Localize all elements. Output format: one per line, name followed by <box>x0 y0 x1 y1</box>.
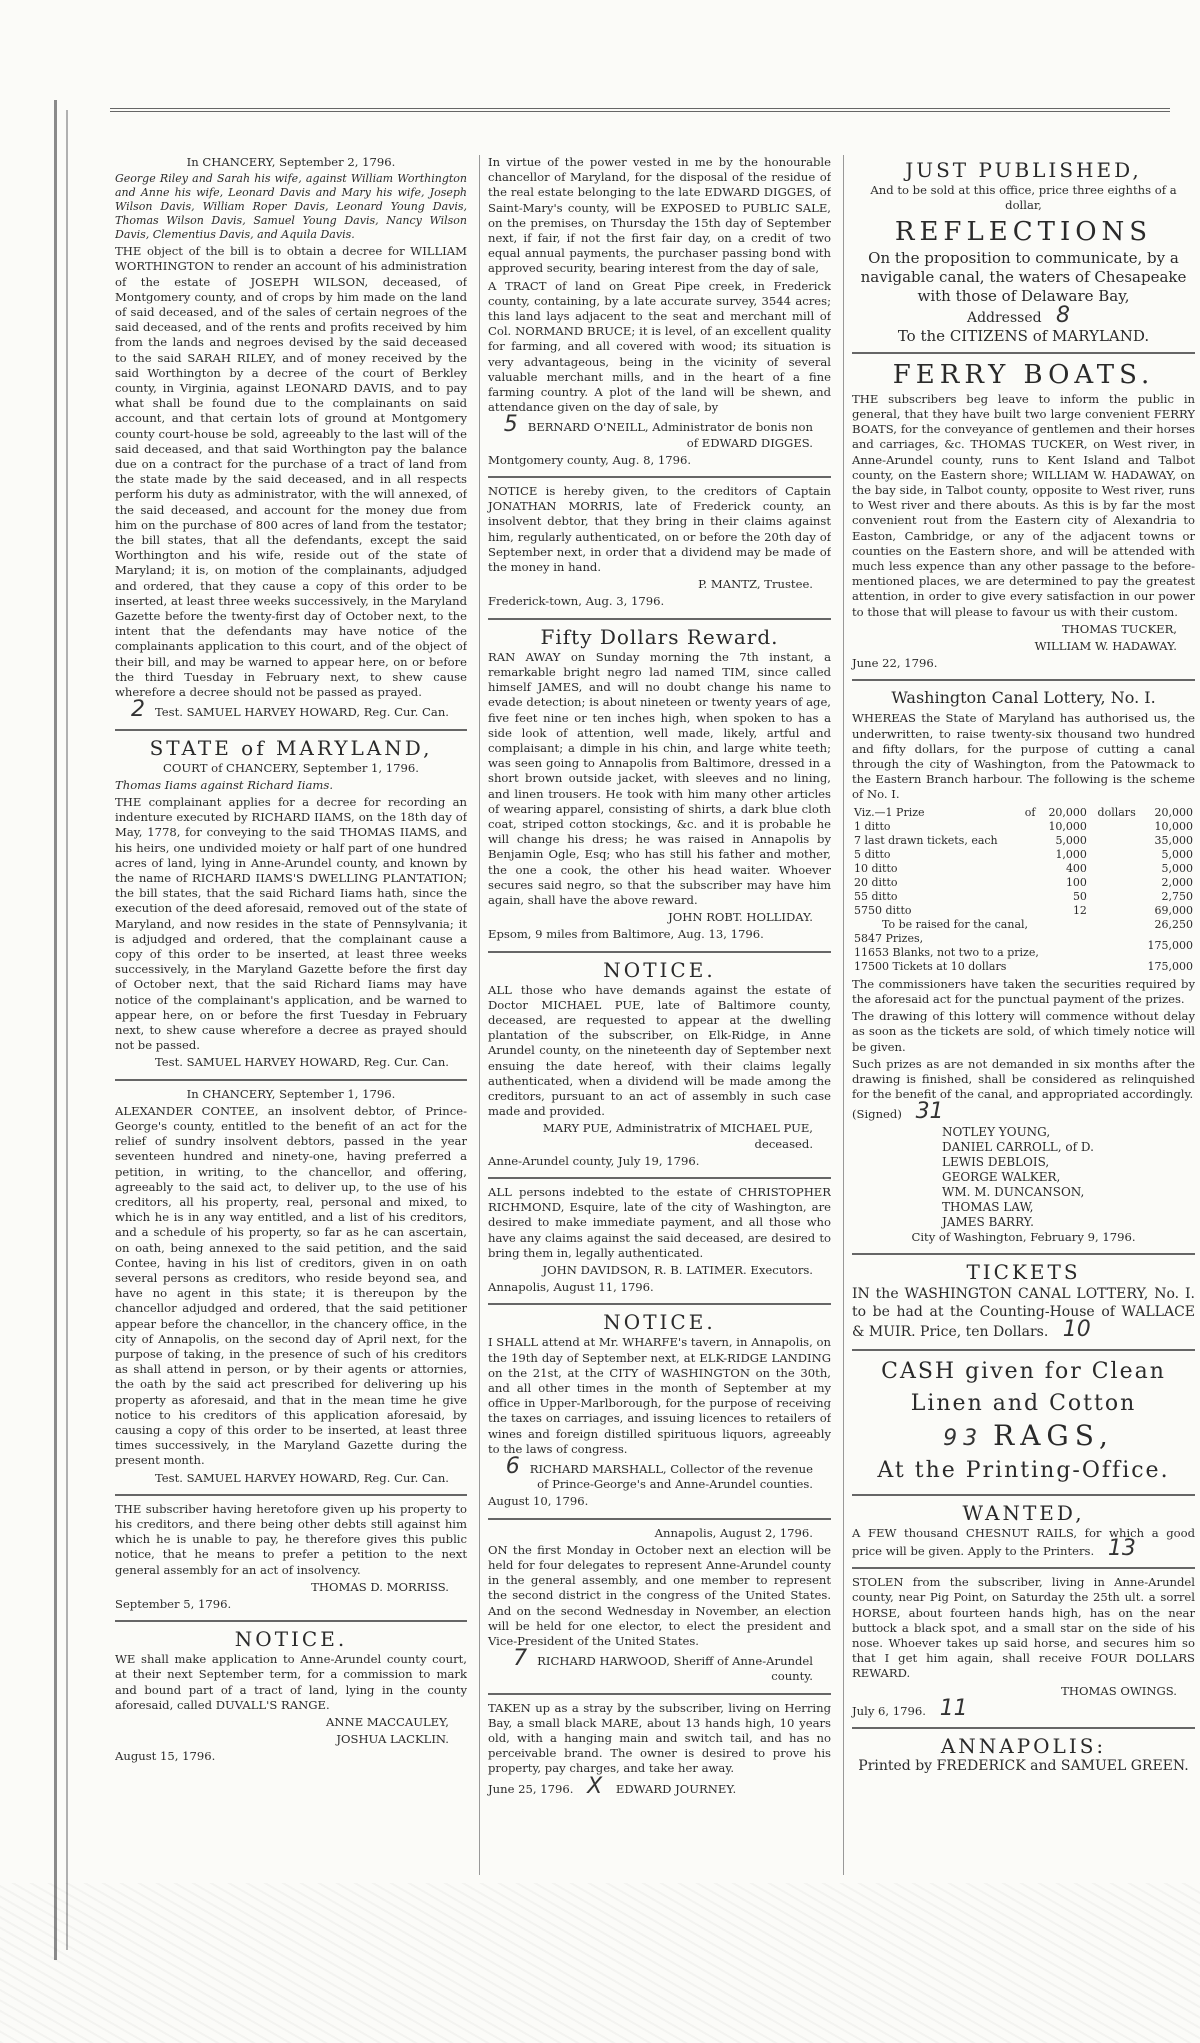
ad-title: FERRY BOATS. <box>892 359 1155 390</box>
ad-body: ALL those who have demands against the estate of Doctor MICHAEL PUE, late of Baltimore county, deceased, are requested to appear at the dwelling plantation of the subscriber, on Elk-Ridge, in Anne Arundel county, on the nineteenth day of September next ensuing the date hereof, with their claims legally authenticated, when a dividend will be made among the creditors, pursuant to an act of assembly in such case made and provided. <box>488 982 831 1119</box>
ad-body: STOLEN from the subscriber, living in Anne-Arundel county, near Pig Point, on Saturday the 25th ult. a sorrel HORSE, about fourteen hands high, has on the near buttock a black spot, and a small star on the side of his nose. Whoever takes up said horse, and secures him so that I get him again, shall receive FOUR DOLLARS REWARD. <box>852 1575 1195 1681</box>
ad-date: Epsom, 9 miles from Baltimore, Aug. 13, 1796. <box>488 927 764 942</box>
ad-body: IN the WASHINGTON CANAL LOTTERY, No. I. to be had at the Counting-House of WALLACE & MUIR. Price, ten Dollars. 10 <box>852 1285 1195 1342</box>
imprint <box>852 1735 1195 1782</box>
ad-signature: THOMAS D. MORRISS. <box>311 1579 449 1594</box>
ad-line: 93 RAGS, <box>852 1421 1195 1454</box>
ad-title: STATE of MARYLAND, <box>149 735 433 760</box>
ad-body: THE complainant applies for a decree for recording an indenture executed by RICHARD IIAMS, on the 18th day of May, 1778, for conveying to the said THOMAS IIAMS, and his heirs, one undivided moiety or half part of one hundred acres of land, lying in Anne-Arundel county, and known by the name of RICHARD IIAMS'S DWELLING PLANTATION; the bill states, that the said Richard Iiams hath, since the execution of the deed aforesaid, removed out of the state of Maryland, and now resides in the state of Pennsylvania; it is adjudged and ordered, that the complainant cause a copy of this order to be inserted, at least three weeks successively, in the Maryland Gazette before the first day of October next, that the said Richard Iiams may have notice of the complainant's application, and be warned to appear here, on or before the first Tuesday in February next, to shew cause wherefore a decree as prayed should not be passed. <box>115 794 467 1053</box>
ad-body: A FEW thousand CHESNUT RAILS, for which a good price will be given. Apply to the Printers. 13 <box>852 1525 1195 1561</box>
ad-date: Annapolis, August 11, 1796. <box>488 1280 654 1295</box>
ad-title: NOTICE. <box>603 957 716 982</box>
ad-body: Such prizes as are not demanded in six months after the drawing is finished, shall be considered as relinquished for the benefit of the canal, and appropriated accordingly. <box>852 1056 1195 1102</box>
lottery-row: 5 ditto 1,000 5,000 <box>854 847 1193 861</box>
commissioner-names <box>852 1125 1195 1230</box>
ad-body: In virtue of the power vested in me by the honourable chancellor of Maryland, for the disposal of the residue of the real estate belonging to the late EDWARD DIGGES, of Saint-Mary's county, will be EXPOSED to PUBLIC SALE, on the premises, on Thursday the 15th day of September next, if fair, if not the first fair day, on a credit of two equal annual payments, the purchaser passing bond with approved security, bearing interest from the day of sale, <box>488 155 831 276</box>
handwritten-mark: 10 <box>1062 1316 1091 1342</box>
morris-creditors-notice <box>488 484 831 620</box>
ad-date: June 25, 1796. X EDWARD JOURNEY. <box>488 1773 737 1799</box>
ad-signature: 5 BERNARD O'NEILL, Administrator de bonis non of EDWARD DIGGES. <box>488 417 831 450</box>
ad-title: WANTED, <box>962 1500 1085 1525</box>
lottery-prizes-row: 5847 Prizes, 175,000 <box>854 931 1193 952</box>
ad-date: July 6, 1796. 11 <box>852 1701 1195 1719</box>
ad-signature: JOHN DAVIDSON, R. B. LATIMER. Executors. <box>542 1263 813 1277</box>
ad-body: NOTICE is hereby given, to the creditors of Captain JONATHAN MORRIS, late of Frederick county, an insolvent debtor, that they bring in their claims against him, regularly authenticated, on or before the 20th day of September next, in order that a dividend may be made of the money in hand. <box>488 484 831 575</box>
chancery-riley-notice <box>115 155 467 731</box>
chancery-contee-notice <box>115 1087 467 1496</box>
ad-date: September 5, 1796. <box>115 1597 232 1612</box>
ad-title-large: REFLECTIONS <box>894 217 1153 248</box>
ad-signature: ANNE MACCAULEY, <box>326 1715 449 1730</box>
digges-land-sale <box>488 155 831 478</box>
ad-line: At the Printing-Office. <box>877 1457 1170 1483</box>
lottery-blanks-row: 11653 Blanks, not two to a prize, <box>854 945 1039 959</box>
page-binding-edge <box>54 100 57 1960</box>
ad-body: THE subscriber having heretofore given up his property to his creditors, and there being other debts still against him which he is unable to pay, he therefore gives this public notice, that he means to prefer a petition to the next general assembly for an act of insolvency. <box>115 1501 467 1577</box>
ad-body: ALL persons indebted to the estate of CHRISTOPHER RICHMOND, Esquire, late of the city of Washington, are desired to make immediate payment, and all those who have any claims against the said deceased, are desired to bring them in, legally authenticated. <box>488 1184 831 1260</box>
handwritten-mark: 6 <box>505 1454 520 1480</box>
commissioner-name: THOMAS LAW, <box>942 1199 1034 1214</box>
commissioner-name: LEWIS DEBLOIS, <box>942 1154 1050 1169</box>
imprint-line: Printed by FREDERICK and SAMUEL GREEN. <box>858 1757 1189 1774</box>
lottery-row: 5750 ditto 12 69,000 <box>854 903 1193 917</box>
lottery-row: 20 ditto 100 2,000 <box>854 875 1193 889</box>
lottery-raise-row: To be raised for the canal, 26,250 <box>882 917 1193 931</box>
ad-signature: 2 Test. SAMUEL HARVEY HOWARD, Reg. Cur. Can. <box>115 702 467 720</box>
ad-date: City of Washington, February 9, 1796. <box>911 1229 1136 1244</box>
ad-body: THE object of the bill is to obtain a decree for WILLIAM WORTHINGTON to render an account of his administration of the estate of JOSEPH WILSON, deceased, of Montgomery county, and of crops by him made on the land of said deceased, and of the sales of certain negroes of the said deceased, and of the rents and profits received by him from the lands and negroes devised by the said deceased to the said SARAH RILEY, and of money received by the said Worthington by a decree of the court of Berkley county, in Virginia, against LEONARD DAVIS, and to pay what shall be found due to the complainants on said account, and that certain lots of ground at Montgomery county court-house be sold, agreeably to the last will of the said deceased, and that said Worthington pay the balance due on a contract for the purchase of a tract of land from the state made by the said deceased, and in all respects perform his duty as administrator, with the will annexed, of the said deceased, and account for the money due from him on the purchase of 800 acres of land from the testator; the bill states, that all the defendants, except the said Worthington and his wife, reside out of the state of Maryland; it is, on motion of the complainants, adjudged and ordered, that they cause a copy of this order to be inserted, at least three weeks successively, in the Maryland Gazette before the twenty-first day of October next, to the intent that the defendants may have notice of the complainants application to this court, and of the object of their bill, and may be warned to appear here, on or before the third Tuesday in February next, to shew cause wherefore a decree should not be passed as prayed. <box>115 244 467 700</box>
handwritten-mark: 2 <box>130 697 145 723</box>
ad-parties: Thomas Iiams against Richard Iiams. <box>115 777 334 792</box>
ad-signature: WILLIAM W. HADAWAY. <box>1034 639 1177 654</box>
ad-line: On the proposition to communicate, by a navigable canal, the waters of Chesapeake with those of Delaware Bay, <box>860 249 1187 306</box>
ad-title: Washington Canal Lottery, No. I. <box>891 688 1156 708</box>
duvall-range-notice <box>115 1628 467 1772</box>
paper-texture <box>0 1883 1200 2043</box>
column-1 <box>115 155 467 1875</box>
canal-lottery-ad <box>852 687 1195 1254</box>
commissioner-name: JAMES BARRY. <box>942 1214 1034 1229</box>
ad-header: In CHANCERY, September 2, 1796. <box>186 155 396 169</box>
ad-line: And to be sold at this office, price three eighths of a dollar, <box>870 183 1177 213</box>
ad-date: June 22, 1796. <box>852 656 938 671</box>
morriss-insolvency-notice <box>115 1502 467 1622</box>
ad-signature: Test. SAMUEL HARVEY HOWARD, Reg. Cur. Can. <box>154 1470 449 1485</box>
newspaper-page <box>115 155 1195 1875</box>
handwritten-mark: 11 <box>939 1695 968 1721</box>
handwritten-mark: 13 <box>1107 1535 1136 1561</box>
ad-body: ON the first Monday in October next an election will be held for four delegates to represent Anne-Arundel county in the general assembly, and one member to represent the second district in the congress of the United States. And on the second Wednesday in November, an election will be held for one elector, to elect the president and Vice-President of the United States. <box>488 1542 831 1649</box>
ad-signed-label: (Signed) 31 <box>852 1104 1195 1122</box>
handwritten-mark: 8 <box>1056 303 1071 329</box>
ad-body: THE subscribers beg leave to inform the public in general, that they have built two large convenient FERRY BOATS, for the conveyance of gentlemen and their horses and carriages, &c. THOMAS TUCKER, on West river, in Anne-Arundel county, runs to Kent Island and Talbot county, on the Eastern shore; WILLIAM W. HADAWAY, on the bay side, in Talbot county, opposite to West river, runs to West river and there abouts. As this is by far the most convenient rout from the Eastern city of Alexandria to Easton, Cambridge, or any of the adjacent towns or counties on the Eastern shore, and will be attended with much less expence than any other passage to the before-mentioned places, we are determined to pay the greatest attention, in order to give every satisfaction in our power to those that will please to favour us with their custom. <box>852 391 1195 619</box>
ad-signature: MARY PUE, Administratrix of MICHAEL PUE, deceased. <box>542 1121 813 1151</box>
imprint-title: ANNAPOLIS: <box>940 1733 1107 1758</box>
commissioner-name: GEORGE WALKER, <box>942 1169 1061 1184</box>
stolen-horse-ad <box>852 1575 1195 1729</box>
ad-signature: THOMAS TUCKER, <box>1061 621 1177 636</box>
rags-ad <box>852 1357 1195 1496</box>
richmond-estate-notice <box>488 1185 831 1305</box>
top-rule <box>110 108 1170 112</box>
ad-parties: George Riley and Sarah his wife, against William Worthington and Anne his wife, Leonard Davis and Mary his wife, Joseph Wilson Davis, William Roper Davis, Leonard Young Davis, Thomas Wilson Davis, Samuel Young Davis, Nancy Wilson Davis, Clementius Davis, and Aquila Davis. <box>115 172 467 242</box>
ad-signature: 7 RICHARD HARWOOD, Sheriff of Anne-Arundel county. <box>488 1651 831 1684</box>
runaway-reward-ad <box>488 626 831 953</box>
ad-body: The drawing of this lottery will commence without delay as soon as the tickets are sold, of which timely notice will be given. <box>852 1009 1195 1054</box>
ad-date: August 10, 1796. <box>488 1494 589 1509</box>
ad-signature: JOSHUA LACKLIN. <box>336 1732 449 1747</box>
wanted-rails-ad <box>852 1502 1195 1569</box>
stray-mare-notice <box>488 1701 831 1805</box>
ad-title: NOTICE. <box>603 1310 716 1335</box>
ad-header: COURT of CHANCERY, September 1, 1796. <box>163 760 419 775</box>
marshall-tax-notice <box>488 1311 831 1519</box>
ad-title: NOTICE. <box>234 1627 348 1652</box>
ad-header: Annapolis, August 2, 1796. <box>654 1525 813 1540</box>
ad-title: TICKETS <box>966 1259 1081 1284</box>
ad-header: In CHANCERY, September 1, 1796. <box>186 1086 396 1101</box>
ad-date: Anne-Arundel county, July 19, 1796. <box>488 1153 700 1168</box>
reflections-publication-ad <box>852 159 1195 354</box>
handwritten-mark: 7 <box>513 1646 528 1672</box>
lottery-row: Viz.—1 Prize of 20,000 dollars 20,000 <box>854 805 1193 819</box>
ad-body: RAN AWAY on Sunday morning the 7th instant, a remarkable bright negro lad named TIM, since called himself JAMES, and will no doubt change his name to evade detection; is about nineteen or twenty years of age, five feet nine or ten inches high, when spoken to has a side look of attention, well made, likely, artful and complaisant; a dimple in his chin, and large white teeth; was seen going to Annapolis from Baltimore, dressed in a short brown outside jacket, with sleeves and no lining, and linen trousers. He took with him many other articles of wearing apparel, consisting of shirts, a dark blue cloth coat, striped cotton stockings, &c. and it is probable he will change his dress; he was raised in Annapolis by Benjamin Ogle, Esq; who has still his father and mother, the one a cook, the other his head waiter. Whoever secures said negro, so that the subscriber may have him again, shall have the above reward. <box>488 649 831 907</box>
ad-body: The commissioners have taken the securities required by the aforesaid act for the punctual payment of the prizes. <box>852 976 1195 1006</box>
commissioner-name: DANIEL CARROLL, of D. <box>942 1139 1094 1154</box>
page-binding-edge-inner <box>66 110 68 1950</box>
ad-body: I SHALL attend at Mr. WHARFE's tavern, in Annapolis, on the 19th day of September next, at ELK-RIDGE LANDING on the 21st, at the CITY of WASHINGTON on the 30th, and all other times in the month of September at my office in Upper-Marlborough, for the purpose of receiving the taxes on carriages, and issuing licences to retailers of wines and foreign distilled spirituous liquors, agreeably to the laws of congress. <box>488 1335 831 1456</box>
ad-date: Frederick-town, Aug. 3, 1796. <box>488 594 665 609</box>
ad-body: TAKEN up as a stray by the subscriber, living on Herring Bay, a small black MARE, about 13 hands high, 10 years old, with a hanging main and switch tail, and has no perceivable brand. The owner is desired to prove his property, pay charges, and take her away. <box>488 1700 831 1776</box>
commissioner-name: NOTLEY YOUNG, <box>942 1124 1051 1139</box>
handwritten-mark: 93 <box>943 1425 984 1451</box>
lottery-tickets-row: 17500 Tickets at 10 dollars 175,000 <box>854 959 1193 973</box>
ad-signature: 6 RICHARD MARSHALL, Collector of the revenue of Prince-George's and Anne-Arundel counties. <box>488 1459 831 1492</box>
lottery-row: 1 ditto 10,000 10,000 <box>854 819 1193 833</box>
pue-estate-notice <box>488 959 831 1179</box>
tickets-ad <box>852 1261 1195 1351</box>
ad-body: ALEXANDER CONTEE, an insolvent debtor, of Prince-George's county, entitled to the benefit of an act for the relief of sundry insolvent debtors, passed in the year seventeen hundred and ninety-one, having preferred a petition, in writing, to the chancellor, and offering, agreeably to the said act, to deliver up, to the use of his creditors, all his property, real, personal and mixed, to which he is in any way entitled, and a list of his creditors, and a schedule of his property, so far as he can ascertain, on oath, being annexed to the said petition, and the said Contee, having in his list of creditors, given in on oath several persons as creditors, who reside beyond sea, and have no agent in this state; it is thereupon by the chancellor adjudged and ordered, that the said petitioner appear before the chancellor, in the chancery office, in the city of Annapolis, on the second day of April next, for the purpose of taking, in the presence of such of his creditors as shall attend in person, or by their agents or attornies, the oath by the said act prescribed for delivering up his property as aforesaid, and that in the mean time he give notice to his creditors of this application aforesaid, by causing a copy of this order to be inserted, at least three times successively, in the Maryland Gazette during the present month. <box>115 1103 467 1468</box>
column-3 <box>843 155 1195 1875</box>
election-notice <box>488 1526 831 1695</box>
ad-line: Addressed 8 <box>852 308 1195 326</box>
handwritten-mark: 31 <box>915 1099 944 1125</box>
commissioner-name: WM. M. DUNCANSON, <box>942 1184 1085 1199</box>
ad-body: WE shall make application to Anne-Arundel county court, at their next September term, for a commission to mark and bound part of a tract of land, lying in the county aforesaid, called DUVALL'S RANGE. <box>115 1652 467 1712</box>
ad-title: JUST PUBLISHED, <box>905 158 1142 182</box>
ad-body: A TRACT of land on Great Pipe creek, in Frederick county, containing, by a late accurate survey, 3544 acres; this land lays adjacent to the seat and merchant mill of Col. NORMAND BRUCE; it is level, of an excellent quality for farming, and all covered with wood; its situation is very advantageous, being in the vicinity of several valuable merchant mills, and in the heart of a fine farming country. A plot of the land will be shewn, and attendance given on the day of sale, by <box>488 278 831 415</box>
ferry-boats-ad <box>852 360 1195 682</box>
chancery-iiams-notice <box>115 737 467 1081</box>
ad-body: WHEREAS the State of Maryland has authorised us, the underwritten, to raise twenty-six thousand two hundred and fifty dollars, for the purpose of cutting a canal through the city of Washington, from the Patowmack to the Eastern Branch harbour. The following is the scheme of No. I. <box>852 711 1195 802</box>
lottery-row: 55 ditto 50 2,750 <box>854 889 1193 903</box>
lottery-scheme-table <box>852 806 1195 974</box>
ad-line: CASH given for Clean <box>881 1358 1166 1384</box>
handwritten-mark: X <box>587 1773 603 1799</box>
ad-date: August 15, 1796. <box>115 1749 216 1764</box>
lottery-row: 7 last drawn tickets, each 5,000 35,000 <box>854 833 1193 847</box>
ad-date: Montgomery county, Aug. 8, 1796. <box>488 452 692 467</box>
ad-signature: P. MANTZ, Trustee. <box>698 577 813 592</box>
column-2 <box>479 155 831 1875</box>
lottery-row: 10 ditto 400 5,000 <box>854 861 1193 875</box>
ad-title: Fifty Dollars Reward. <box>540 624 779 649</box>
ad-signature: JOHN ROBT. HOLLIDAY. <box>668 910 813 925</box>
ad-signature: THOMAS OWINGS. <box>1061 1683 1177 1698</box>
handwritten-mark: 5 <box>503 412 518 438</box>
ad-line: Linen and Cotton <box>910 1390 1137 1416</box>
ad-signature: Test. SAMUEL HARVEY HOWARD, Reg. Cur. Can. <box>154 1055 449 1070</box>
ad-line: To the CITIZENS of MARYLAND. <box>897 326 1150 345</box>
